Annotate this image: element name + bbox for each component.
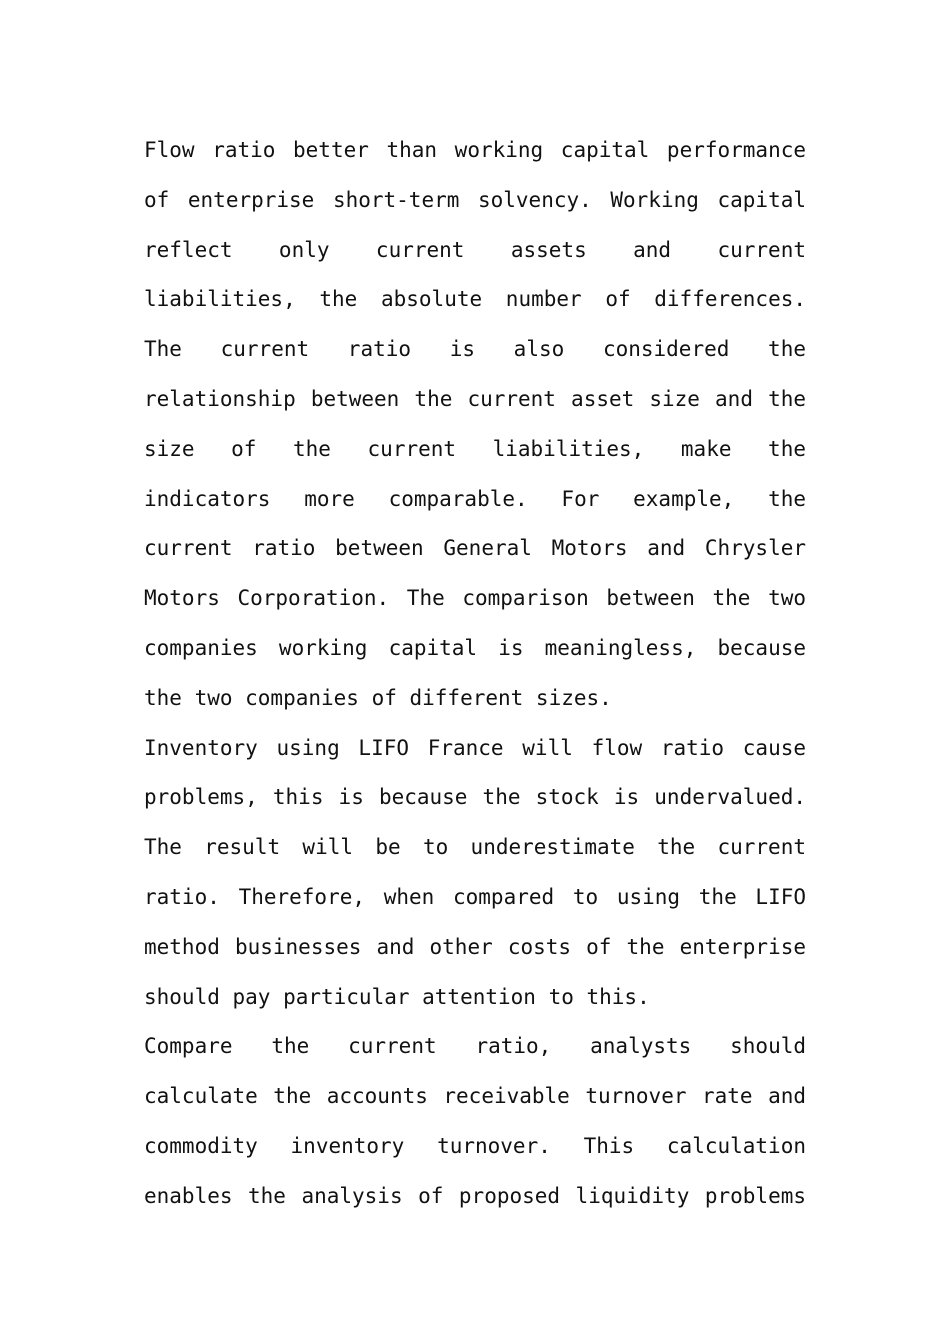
- text-line: calculate the accounts receivable turnover rate and: [144, 1084, 806, 1109]
- text-line: method businesses and other costs of the enterprise: [144, 934, 806, 959]
- text-line: The result will be to underestimate the current: [144, 835, 806, 860]
- paragraph-1: [144, 126, 806, 724]
- text-line: the two companies of different sizes.: [144, 685, 612, 710]
- paragraph-3: [144, 1022, 806, 1221]
- text-line: relationship between the current asset size and the: [144, 386, 806, 411]
- text-line: liabilities, the absolute number of differences.: [144, 287, 806, 312]
- text-line: size of the current liabilities, make the: [144, 436, 806, 461]
- text-line: Compare the current ratio, analysts should: [144, 1034, 806, 1059]
- text-line: of enterprise short-term solvency. Working capital: [144, 187, 806, 212]
- text-line: current ratio between General Motors and Chrysler: [144, 536, 806, 561]
- text-line: problems, this is because the stock is undervalued.: [144, 785, 806, 810]
- text-line: reflect only current assets and current: [144, 237, 806, 262]
- text-line: indicators more comparable. For example, the: [144, 486, 806, 511]
- text-line: companies working capital is meaningless, because: [144, 635, 806, 660]
- text-line: Motors Corporation. The comparison between the two: [144, 586, 806, 611]
- text-line: should pay particular attention to this.: [144, 984, 650, 1009]
- text-line: Inventory using LIFO France will flow ratio cause: [144, 735, 806, 760]
- text-line: ratio. Therefore, when compared to using the LIFO: [144, 884, 806, 909]
- text-line: enables the analysis of proposed liquidity problems: [144, 1183, 806, 1208]
- body-text: [144, 126, 806, 1222]
- text-line: Flow ratio better than working capital performance: [144, 138, 806, 162]
- text-line: commodity inventory turnover. This calculation: [144, 1133, 806, 1158]
- text-line: The current ratio is also considered the: [144, 337, 806, 362]
- paragraph-2: [144, 724, 806, 1023]
